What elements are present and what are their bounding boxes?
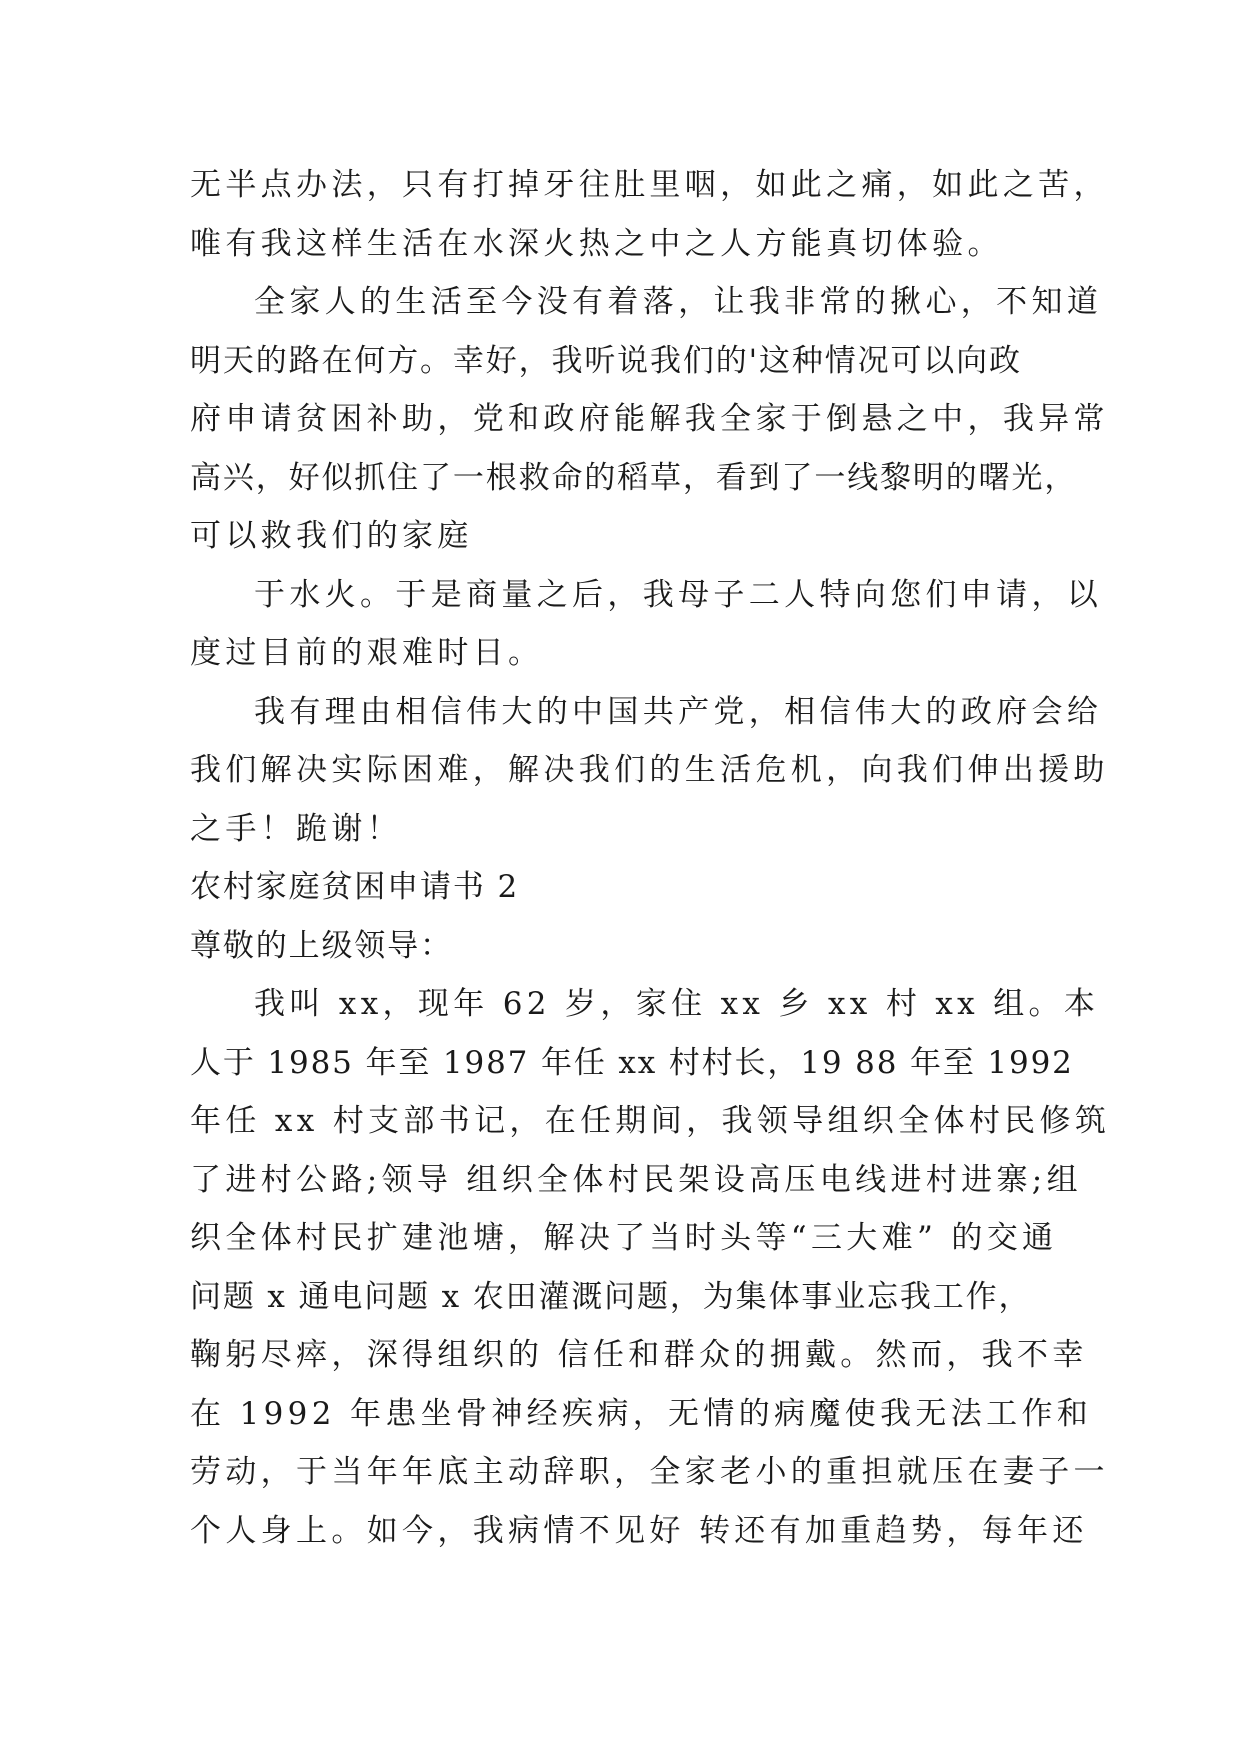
text-line: 织全体村民扩建池塘，解决了当时头等“三大难” 的交通	[190, 1220, 1058, 1256]
text-line: 可以救我们的家庭	[190, 518, 473, 554]
document-body	[190, 156, 1111, 1560]
text-line: 之手！跪谢！	[190, 810, 403, 847]
paragraph-start-line: 我叫 xx，现年 62 岁，家住 xx 乡 xx 村 xx 组。本	[254, 986, 1100, 1022]
text-line: 无半点办法，只有打掉牙往肚里咽，如此之痛，如此之苦，	[190, 167, 1109, 203]
text-line: 问题 x 通电问题 x 农田灌溉问题，为集体事业忘我工作，	[190, 1278, 1032, 1315]
text-line: 我们解决实际困难，解决我们的生活危机，向我们伸出援助	[190, 752, 1109, 788]
text-line: 在 1992 年患坐骨神经疾病，无情的病魔使我无法工作和	[190, 1395, 1093, 1432]
paragraph-start-line: 全家人的生活至今没有着落，让我非常的揪心，不知道	[254, 284, 1103, 320]
text-line: 唯有我这样生活在水深火热之中之人方能真切体验。	[190, 225, 1003, 262]
text-line: 了进村公路;领导 组织全体村民架设高压电线进村进寨;组	[190, 1161, 1082, 1198]
text-line: 鞠躬尽瘁，深得组织的 信任和群众的拥戴。然而，我不幸	[190, 1337, 1088, 1373]
text-line: 高兴，好似抓住了一根救命的稻草，看到了一线黎明的曙光，	[190, 459, 1078, 496]
salutation: 尊敬的上级领导：	[190, 927, 453, 964]
text-line: 年任 xx 村支部书记，在任期间，我领导组织全体村民修筑	[190, 1103, 1111, 1139]
section-title: 农村家庭贫困申请书 2	[190, 869, 520, 905]
text-line: 劳动，于当年年底主动辞职，全家老小的重担就压在妻子一	[190, 1454, 1109, 1490]
text-line: 度过目前的艰难时日。	[190, 635, 544, 671]
text-line: 人于 1985 年至 1987 年任 xx 村村长，19 88 年至 1992	[190, 1044, 1074, 1081]
text-line: 府申请贫困补助，党和政府能解我全家于倒悬之中，我异常	[190, 401, 1109, 437]
paragraph-start-line: 于水火。于是商量之后，我母子二人特向您们申请，以	[254, 576, 1103, 613]
paragraph-start-line: 我有理由相信伟大的中国共产党，相信伟大的政府会给	[254, 693, 1103, 730]
text-line: 明天的路在何方。幸好，我听说我们的'这种情况可以向政	[190, 342, 1022, 379]
text-line: 个人身上。如今，我病情不见好 转还有加重趋势，每年还	[190, 1512, 1088, 1549]
